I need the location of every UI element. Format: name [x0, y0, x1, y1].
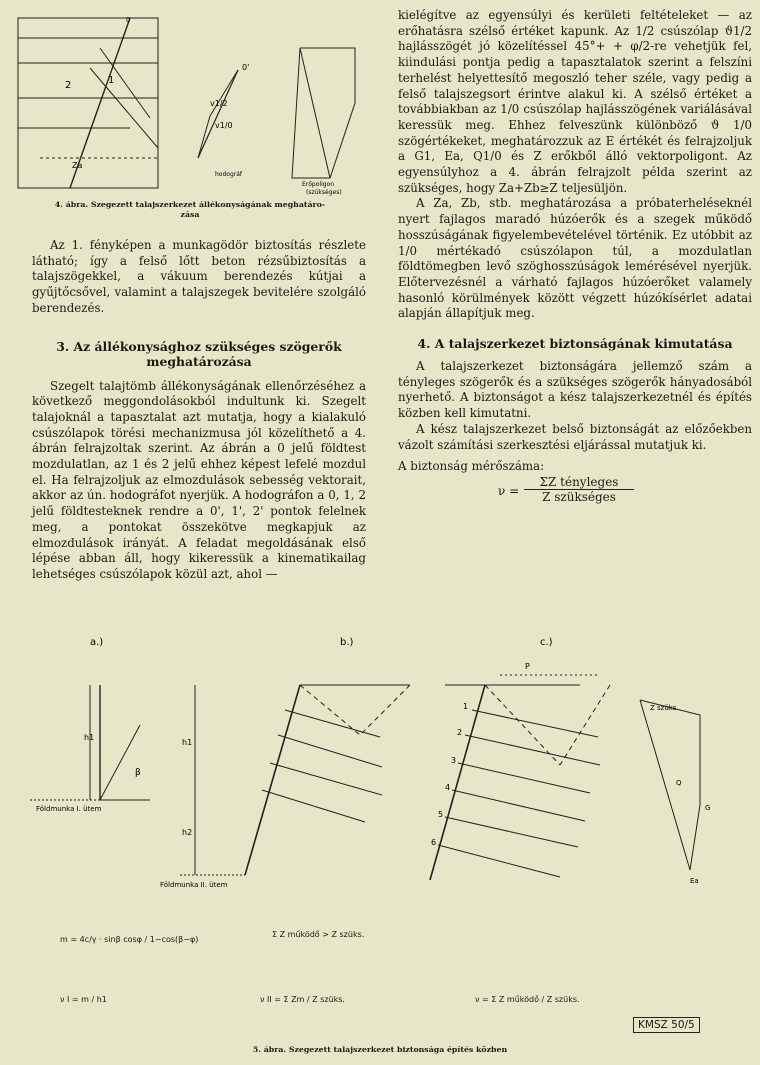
foldmunka-2-label: Földmunka II. ütem: [160, 881, 228, 889]
z-szuks-label: Z szüks: [650, 704, 677, 712]
formula-lhs: ν =: [498, 483, 520, 498]
figure-4-caption: [10, 200, 370, 220]
section-3-heading-line2: meghatározása: [146, 353, 252, 369]
nail-number-6: 6: [431, 838, 437, 847]
p-load-label: P: [525, 662, 530, 671]
panel-c-label: c.): [540, 637, 553, 648]
formula-numerator: ΣZ tényleges: [524, 475, 634, 490]
h2-label-b: h2: [182, 828, 193, 837]
formula-sum: Σ Z működő > Z szüks.: [272, 930, 365, 939]
ea-label: Ea: [690, 877, 699, 885]
kmsz-badge: KMSZ 50/5: [633, 1017, 700, 1033]
right-paragraph-4: A kész talajszerkezet belső biztonságát az előzőekben vázolt számítási szerkesztési eljárással mutatjuk ki.: [398, 421, 752, 452]
fig4-zero: 0: [126, 16, 131, 24]
foldmunka-1-label: Földmunka I. ütem: [36, 805, 102, 813]
formula-v1: ν I = m / h1: [60, 995, 107, 1004]
fig4-v10: v1/0: [215, 121, 233, 130]
left-paragraph-2: Szegelt talajtömb állékonyságának ellenőrzéséhez a következő meggondolásokból indultunk ki. Szegelt talajoknál a tapasztalat azt mutatja, hogy a kialakuló csúszólapok törési mechanizmusa jól közelíthető a 4. ábrán felrajzoltak szerint. Az ábrán a 0 jelű földtest mozdulatlan, az 1 és 2 jelű ehhez képest lefelé mozdul el. Ha felrajzoljuk az elmozdulások sebesség vektorait, akkor az ún. hodográfot nyerjük. A hodográfon a 0, 1, 2 jelű földtesteknek rendre a 0', 1', 2' pontok felelnek meg, a pontokat összekötve megkapjuk az elmozdulások irányát. A feladat megoldásának első lépése abban áll, hogy kikeressük a kinematikailag lehetséges csúszólapok közül azt, ahol —: [32, 378, 366, 581]
beta-label: β: [135, 768, 141, 778]
right-paragraph-5: A biztonság mérőszáma:: [398, 459, 545, 474]
left-paragraph-1: Az 1. fényképen a munkagödör biztosítás részlete látható; így a felső lőtt beton rézsűbiztosítás a talajszögekkel, a vákuum berendezés kútjai a gyűjtőcsővel, valamint a talajszegek bevitelére szolgáló berendezés.: [32, 238, 366, 315]
h1-label-a: h1: [84, 733, 95, 742]
right-paragraph-2: A Za, Zb, stb. meghatározása a próbaterheléseknél nyert fajlagos maradó húzóerők és a szegek működő hosszúságának figyelembevételével történik. Ez utóbbit az 1/0 mértékadó csúszólapon túl, a mozdulatlan földtömegben levő szöghosszúságok lemérésével nyerjük. Előtervezésnél a várható fajlagos húzóerőket valamely hasonló körülmények között végzett húzókísérlet adatai alapján állapítjuk meg.: [398, 196, 752, 321]
nail-number-group: [431, 702, 468, 847]
figure-4: [10, 8, 370, 196]
figure-5-caption: 5. ábra. Szegezett talajszerkezet biztonsága építés közben: [252, 1045, 508, 1054]
h1-label-b: h1: [182, 738, 193, 747]
nail-number-3: 3: [451, 756, 457, 765]
figure-5: [0, 625, 760, 1045]
nail-number-2: 2: [457, 728, 463, 737]
right-paragraph-3: A talajszerkezet biztonságára jellemző szám a tényleges szögerők és a szükséges szögerők hányadosából nyerhető. A biztonságot a kész talajszerkezetnél és építés közben kell kimutatni.: [398, 359, 752, 421]
panel-b-label: b.): [340, 637, 354, 648]
fig4-two: 2: [65, 80, 72, 91]
figure-5-drawing: [0, 625, 760, 1045]
formula-m: m = 4c/γ · sinβ cosφ / 1−cos(β−φ): [60, 935, 199, 944]
nail-number-4: 4: [445, 783, 451, 792]
left-column: [32, 238, 366, 583]
fig4-hodograf: hodográf: [215, 171, 243, 178]
section-3-heading-line1: 3. Az állékonysághoz szükséges szögerők: [56, 338, 342, 354]
panel-a-label: a.): [90, 637, 104, 648]
figure-4-caption-line2: zása: [180, 210, 200, 219]
right-paragraph-1: kielégítve az egyensúlyi és kerületi feltételeket — az erőhatásra szélső értéket kapunk. Az 1/2 csúszólap ϑ1/2 hajlásszögét jó közelítéssel 45°+ + φ/2-re vehetjük fel, kiindulási pontja pedig a tapasztalatok szerint a felszíni terhelést helyettesítő megoszló teher széle, vagy pedig a felső talajszegsort érintve alakul ki. A szélső értéket a továbbiakban az 1/0 csúszólap hajlásszögének variálásával keressük meg. Ehhez felveszünk különböző ϑ 1/0 szögértékeket, meghatározzuk az E értékét és felrajzoljuk a G1, Ea, Q1/0 és Z erőkből álló vektorpoligont. Az egyensúlyhoz a 4. ábrán felrajzolt példa szerint az szükséges, hogy Za+Zb≥Z teljesüljön.: [398, 8, 752, 195]
formula-denominator: Z szükséges: [542, 489, 616, 504]
safety-formula: [498, 475, 752, 509]
right-column: [398, 8, 752, 509]
fig4-v12: v1/2: [210, 99, 228, 108]
section-4-heading: 4. A talajszerkezet biztonságának kimutatása: [417, 336, 733, 352]
formula-v3: ν = Σ Z működő / Z szüks.: [475, 995, 580, 1004]
formula-v2: ν II = Σ Zm / Z szüks.: [260, 995, 345, 1004]
fig4-one: 1: [108, 75, 115, 86]
q-label: Q: [676, 779, 682, 787]
fig4-zero-prime: 0': [242, 63, 250, 72]
fig4-eropoligon: Erőpoligon: [302, 181, 335, 188]
g-label: G: [705, 804, 711, 812]
figure-4-caption-line1: 4. ábra. Szegezett talajszerkezet állékonyságának meghatáro-: [54, 200, 326, 209]
nail-number-1: 1: [463, 702, 469, 711]
fig4-szukseges: (szükséges): [306, 189, 342, 196]
figure-4-drawing: [10, 8, 370, 196]
nail-number-5: 5: [438, 810, 444, 819]
fig4-za: Za: [72, 161, 83, 170]
